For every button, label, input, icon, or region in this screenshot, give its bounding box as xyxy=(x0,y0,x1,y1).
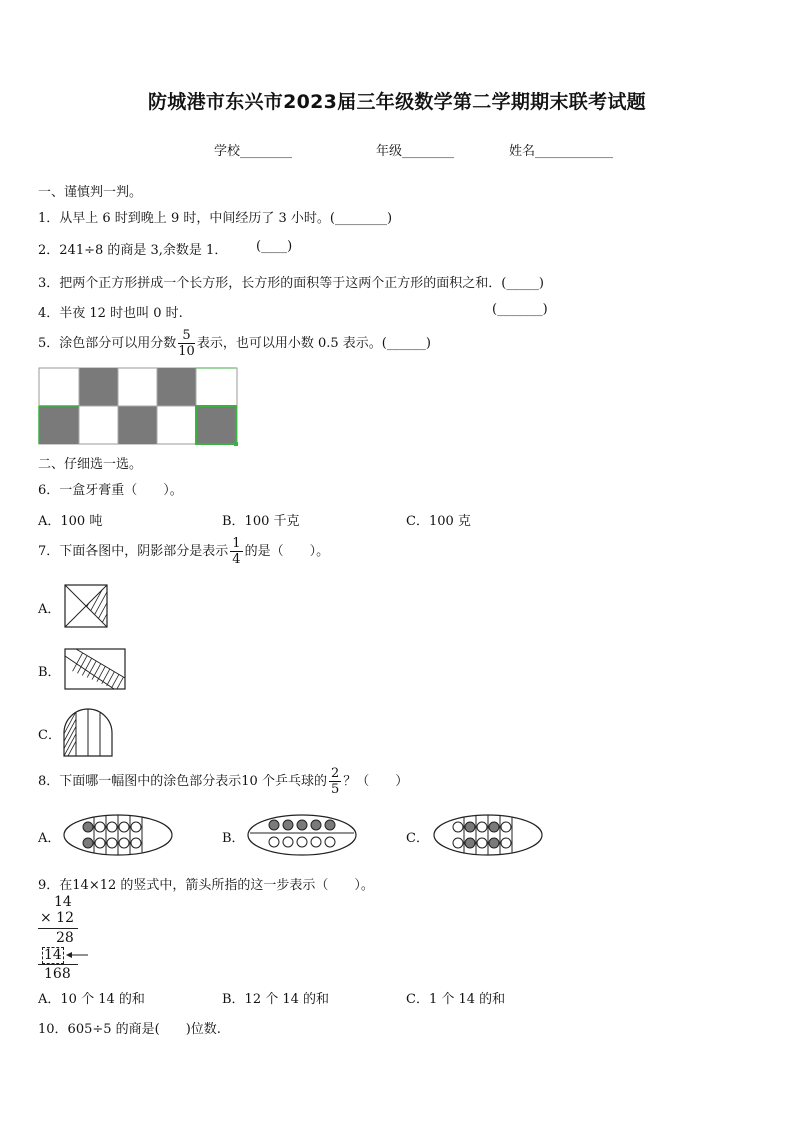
question-5 xyxy=(38,329,431,358)
fraction-denominator: 10 xyxy=(178,344,195,359)
question-5-suffix: 表示，也可以用小数 0.5 表示。(______) xyxy=(196,336,431,351)
calc-multiplier: × 12 xyxy=(40,910,74,926)
calc-top: 14 xyxy=(54,894,72,910)
grid-cell-shaded xyxy=(157,368,196,406)
page-title: 防城港市东兴市2023届三年级数学第二学期期末联考试题 xyxy=(148,91,646,113)
q8-figure-c[interactable] xyxy=(432,812,544,858)
question-7 xyxy=(38,537,329,566)
q9-option-b[interactable]: B．12 个 14 的和 xyxy=(222,992,330,1007)
fraction-numerator: 5 xyxy=(178,329,195,344)
question-8-prefix: 8．下面哪一幅图中的涂色部分表示10 个乒乓球的 xyxy=(38,774,327,789)
vertical-multiplication xyxy=(38,894,98,984)
q7-option-b-label[interactable]: B． xyxy=(38,665,61,680)
arrow-left-icon xyxy=(65,949,89,961)
question-5-prefix: 5．涂色部分可以用分数 xyxy=(38,336,177,351)
q7-option-a-label[interactable]: A． xyxy=(38,602,61,617)
question-3: 3．把两个正方形拼成一个长方形，长方形的面积等于这两个正方形的面积之和．(_____) xyxy=(38,276,544,291)
q7-option-c-label[interactable]: C． xyxy=(38,728,61,743)
grid-cell-shaded xyxy=(118,406,157,444)
question-7-suffix: 的是（ ）。 xyxy=(244,544,330,559)
question-7-prefix: 7．下面各图中，阴影部分是表示 xyxy=(38,544,229,559)
q7-figure-c[interactable] xyxy=(62,708,114,758)
fraction-denominator: 4 xyxy=(232,552,241,567)
calc-partial-2: 14 xyxy=(44,947,62,963)
q9-option-a[interactable]: A．10 个 14 的和 xyxy=(38,992,145,1007)
fraction-1-4 xyxy=(230,537,242,566)
shaded-grid-figure xyxy=(38,367,240,447)
q8-option-c-label[interactable]: C． xyxy=(406,831,429,846)
question-9: 9．在14×12 的竖式中，箭头所指的这一步表示（ ）。 xyxy=(38,878,374,893)
question-4-blank: (_______) xyxy=(492,302,548,317)
fraction-5-10 xyxy=(178,329,195,358)
grid-cell-shaded xyxy=(196,406,236,444)
q7-figure-b[interactable] xyxy=(64,648,126,691)
q8-figure-a[interactable] xyxy=(62,812,174,858)
q8-option-a-label[interactable]: A． xyxy=(38,831,61,846)
grid-cell-shaded xyxy=(79,368,118,406)
question-2: 2．241÷8 的商是 3,余数是 1． xyxy=(38,243,228,258)
q9-option-c[interactable]: C．1 个 14 的和 xyxy=(406,992,506,1007)
section-2-title: 二、仔细选一选。 xyxy=(38,457,143,472)
q8-figure-b[interactable] xyxy=(246,812,358,858)
section-1-title: 一、谨慎判一判。 xyxy=(38,185,143,200)
calc-line-2 xyxy=(38,964,78,965)
grid-cell-shaded xyxy=(39,406,79,444)
question-8 xyxy=(38,767,408,796)
fraction-numerator: 2 xyxy=(330,766,340,781)
q6-option-c[interactable]: C．100 克 xyxy=(406,514,471,529)
q6-option-b[interactable]: B．100 千克 xyxy=(222,514,300,529)
fraction-denominator: 5 xyxy=(330,782,340,797)
question-10: 10．605÷5 的商是( )位数. xyxy=(38,1022,221,1037)
question-1: 1．从早上 6 时到晚上 9 时，中间经历了 3 小时。(________) xyxy=(38,211,393,226)
question-6: 6．一盒牙膏重（ ）。 xyxy=(38,483,183,498)
calc-line-1 xyxy=(38,928,78,929)
q8-option-b-label[interactable]: B． xyxy=(222,831,245,846)
name-field: 姓名____________ xyxy=(509,144,614,159)
fraction-2-5 xyxy=(329,767,341,796)
q6-option-a[interactable]: A．100 吨 xyxy=(38,514,103,529)
q7-figure-a[interactable] xyxy=(64,584,109,629)
question-8-suffix: ？（ ） xyxy=(343,774,409,789)
calc-result: 168 xyxy=(44,966,71,982)
calc-partial-1: 28 xyxy=(56,930,74,946)
question-2-blank: (____) xyxy=(256,239,293,254)
fraction-numerator: 1 xyxy=(232,536,241,551)
question-4: 4．半夜 12 时也叫 0 时. xyxy=(38,306,183,321)
school-field: 学校________ xyxy=(214,144,293,159)
grade-field: 年级________ xyxy=(376,144,455,159)
